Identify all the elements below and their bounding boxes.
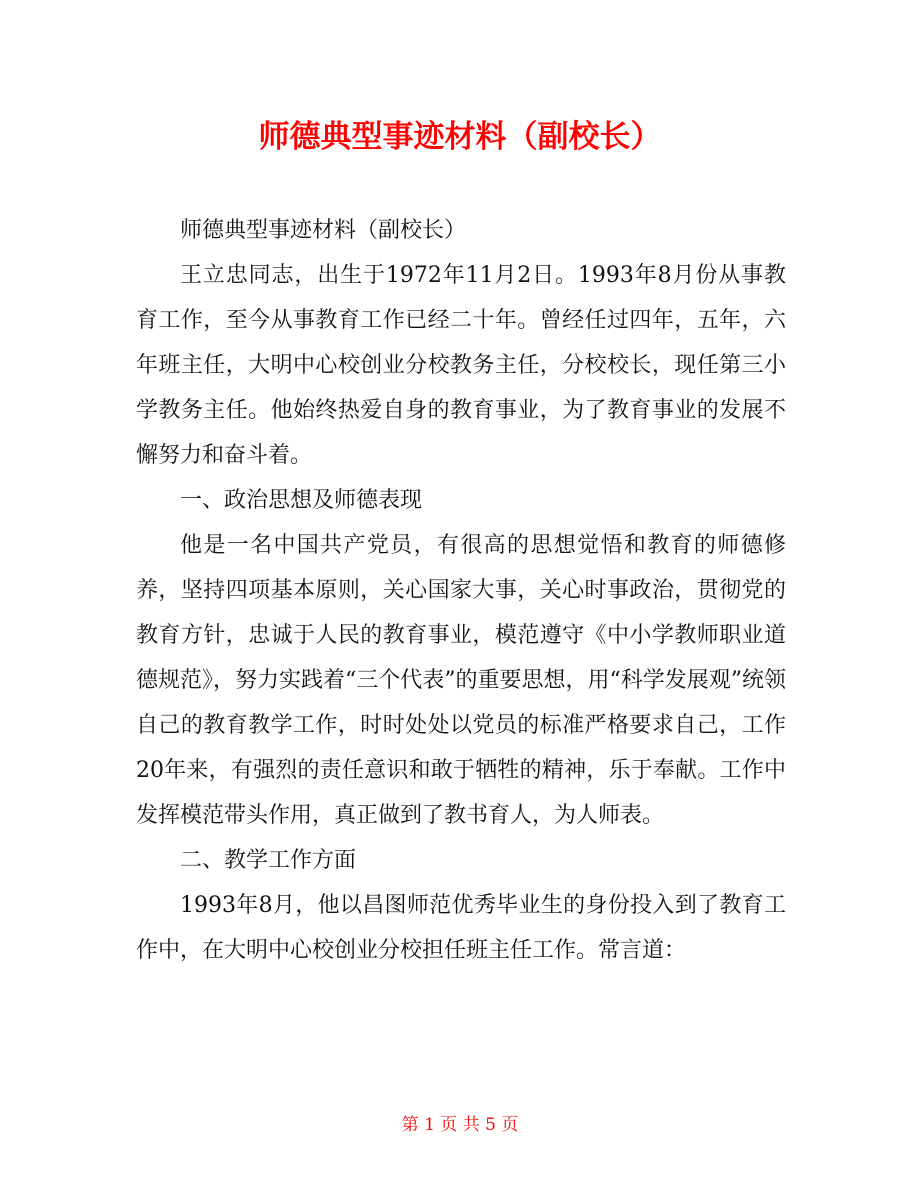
paragraph-subtitle: 师德典型事迹材料（副校长） (180, 218, 467, 243)
paragraph-teaching: 1993年8月，他以昌图师范优秀毕业生的身份投入到了教育工作中，在大明中心校创业分校担任班主任工作。常言道： (136, 893, 786, 963)
page-number-footer: 第 1 页 共 5 页 (401, 1115, 519, 1135)
paragraph-politics: 他是一名中国共产党员，有很高的思想觉悟和教育的师德修养，坚持四项基本原则，关心国家大事，关心时事政治，贯彻党的教育方针，忠诚于人民的教育事业，模范遵守《中小学教师职业道德规范》，努力实践着“三个代表”的重要思想，用“科学发展观”统领自己的教育教学工作，时时处处以党员的标准严格要求自己，工作20年来，有强烈的责任意识和敢于牺牲的精神，乐于奉献。工作中发挥模范带头作用，真正做到了教书育人，为人师表。 (136, 533, 786, 828)
document-body (136, 208, 786, 973)
section-heading-teaching: 二、教学工作方面 (180, 848, 357, 873)
paragraph-intro: 王立忠同志，出生于1972年11月2日。1993年8月份从事教育工作，至今从事教育工作已经二十年。曾经任过四年，五年，六年班主任，大明中心校创业分校教务主任，分校校长，现任第三小学教务主任。他始终热爱自身的教育事业，为了教育事业的发展不懈努力和奋斗着。 (136, 263, 786, 468)
section-heading-politics: 一、政治思想及师德表现 (180, 488, 423, 513)
document-title: 师德典型事迹材料（副校长） (258, 119, 662, 155)
